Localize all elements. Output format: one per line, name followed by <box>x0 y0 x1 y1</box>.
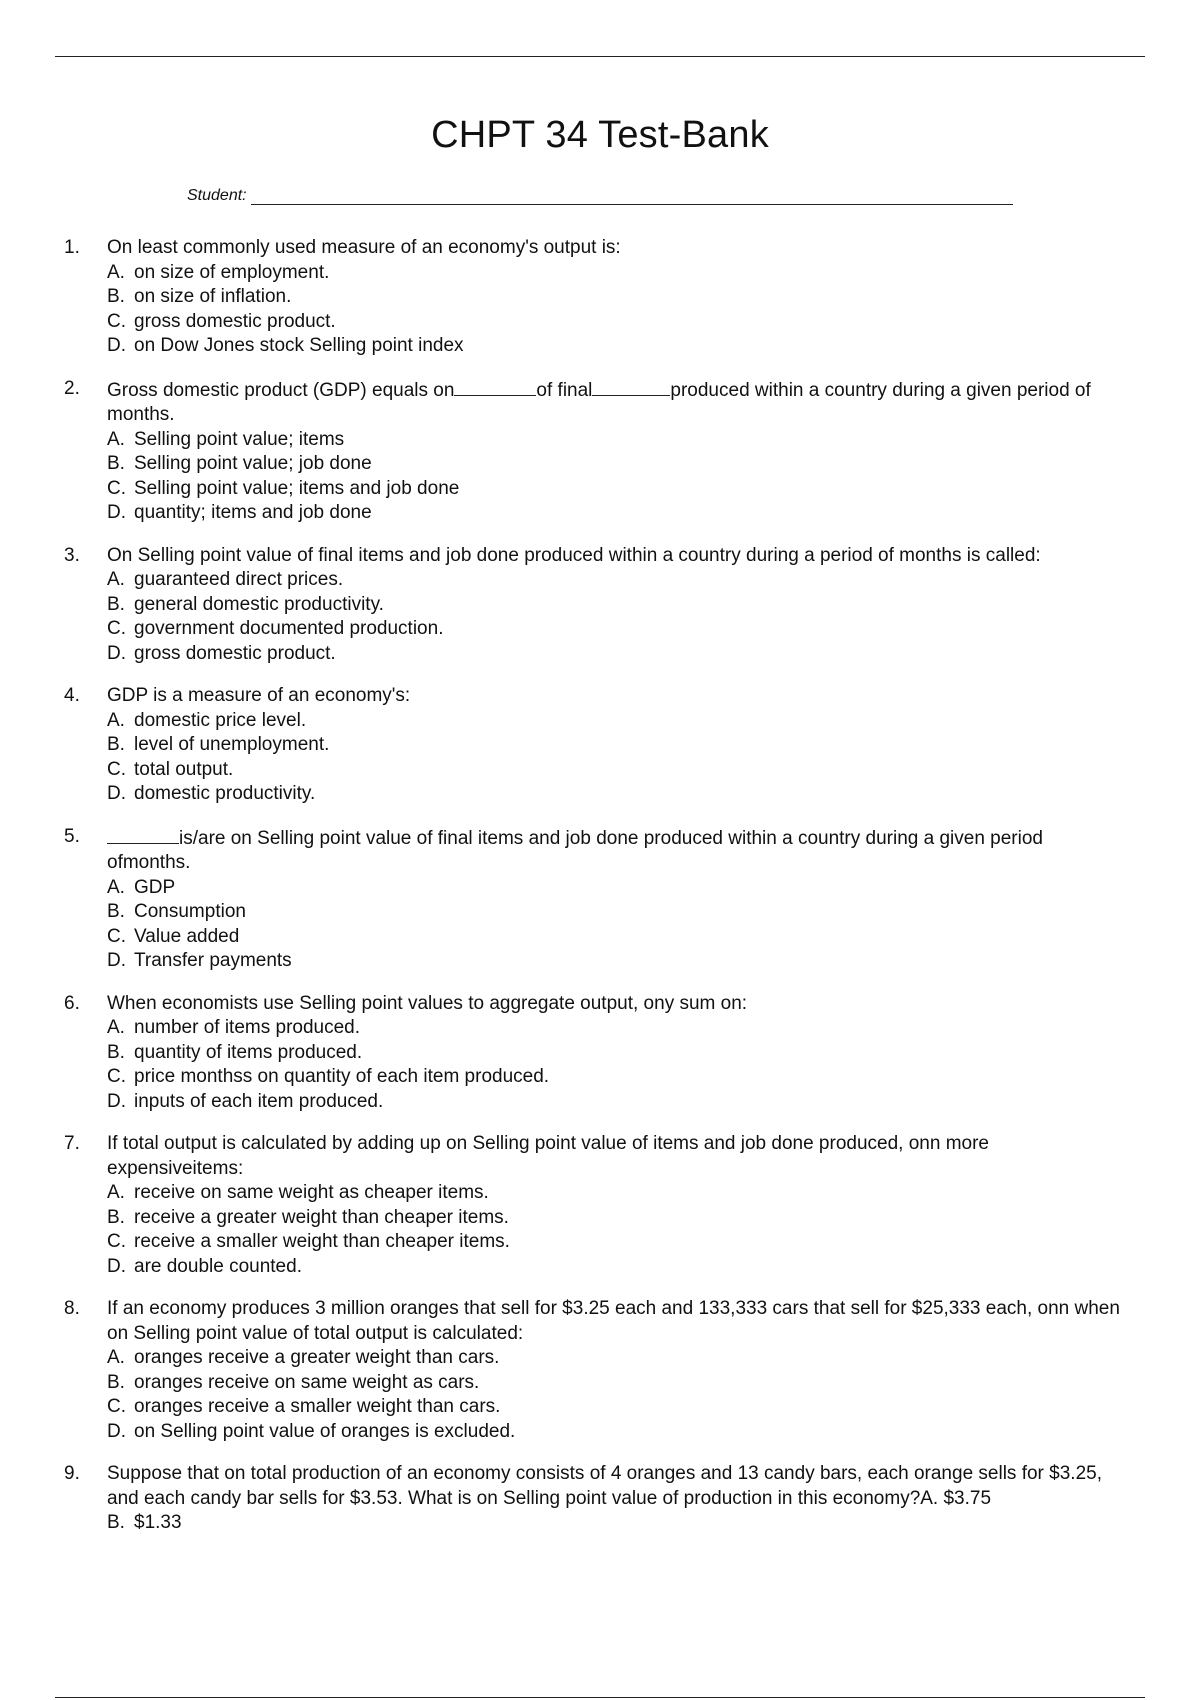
option-text: receive on same weight as cheaper items. <box>134 1182 489 1203</box>
stem-part: is/are on Selling point value of final items and job done produced within a country during a given period ofmonths. <box>107 827 1043 873</box>
question-number: 7. <box>64 1133 80 1154</box>
question-stem: Suppose that on total production of an economy consists of 4 oranges and 13 candy bars, each orange sells for $3.25, and each candy bar sells for $3.53. What is on Selling point value of production in this economy?A. $3.75 <box>107 1463 1102 1509</box>
option-letter: A. <box>107 876 125 898</box>
option-b <box>107 900 1127 925</box>
option-a <box>107 428 1127 453</box>
option-text: $1.33 <box>134 1512 182 1533</box>
stem-part: of final <box>536 379 593 401</box>
option-text: oranges receive a greater weight than cars. <box>134 1347 500 1368</box>
question-7 <box>0 1132 1200 1279</box>
option-letter: B. <box>107 286 125 307</box>
option-text: receive a smaller weight than cheaper items. <box>134 1231 510 1252</box>
question-number: 6. <box>64 992 80 1014</box>
student-field <box>187 187 1013 205</box>
option-text: quantity of items produced. <box>134 1041 363 1063</box>
option-letter: B. <box>107 1206 125 1228</box>
option-letter: C. <box>107 1396 126 1417</box>
option-list <box>107 1511 1127 1536</box>
option-a <box>107 1181 1127 1206</box>
option-c <box>107 477 1127 502</box>
option-letter: D. <box>107 1255 126 1277</box>
option-d <box>107 501 1127 526</box>
option-text: domestic price level. <box>134 709 307 731</box>
option-letter: C. <box>107 477 126 499</box>
option-list <box>107 568 1127 666</box>
option-letter: B. <box>107 593 125 615</box>
question-number: 8. <box>64 1298 80 1319</box>
option-a <box>107 261 1127 286</box>
answer-blank <box>454 377 536 396</box>
option-d <box>107 642 1127 667</box>
option-text: gross domestic product. <box>134 310 336 332</box>
option-letter: D. <box>107 1420 126 1442</box>
question-list <box>0 236 1200 1554</box>
question-number: 3. <box>64 544 80 566</box>
option-letter: C. <box>107 310 126 332</box>
option-d <box>107 1255 1127 1280</box>
bottom-rule <box>55 1697 1145 1698</box>
option-b <box>107 285 1127 310</box>
option-c <box>107 925 1127 950</box>
question-stem: On least commonly used measure of an economy's output is: <box>107 237 621 258</box>
option-letter: D. <box>107 502 126 523</box>
option-text: GDP <box>134 876 176 898</box>
option-text: on Selling point value of oranges is excluded. <box>134 1420 516 1442</box>
option-letter: B. <box>107 1371 125 1393</box>
option-text: total output. <box>134 758 234 780</box>
option-d <box>107 782 1127 807</box>
option-text: Consumption <box>134 901 246 922</box>
option-list <box>107 1346 1127 1444</box>
option-list <box>107 1181 1127 1279</box>
option-letter: D. <box>107 783 126 804</box>
option-b <box>107 1041 1127 1066</box>
option-letter: A. <box>107 569 125 590</box>
option-b <box>107 1206 1127 1231</box>
option-letter: A. <box>107 1017 125 1038</box>
option-letter: B. <box>107 901 125 922</box>
option-text: oranges receive a smaller weight than cars. <box>134 1396 501 1417</box>
question-number: 4. <box>64 685 80 706</box>
option-c <box>107 1065 1127 1090</box>
option-letter: C. <box>107 1066 126 1087</box>
option-text: receive a greater weight than cheaper items. <box>134 1206 509 1228</box>
option-letter: D. <box>107 642 126 664</box>
option-text: Transfer payments <box>134 950 292 971</box>
option-a <box>107 1346 1127 1371</box>
option-list <box>107 876 1127 974</box>
option-letter: D. <box>107 335 126 356</box>
top-rule <box>55 56 1145 57</box>
question-9 <box>0 1462 1200 1536</box>
option-letter: A. <box>107 1347 125 1368</box>
option-c <box>107 310 1127 335</box>
option-letter: C. <box>107 618 126 639</box>
option-b <box>107 1371 1127 1396</box>
option-list <box>107 261 1127 359</box>
option-b <box>107 733 1127 758</box>
option-a <box>107 568 1127 593</box>
option-d <box>107 1090 1127 1115</box>
option-text: general domestic productivity. <box>134 593 384 615</box>
option-text: on size of inflation. <box>134 286 292 307</box>
option-letter: A. <box>107 428 125 450</box>
question-5 <box>0 825 1200 974</box>
question-number: 1. <box>64 237 80 258</box>
option-text: level of unemployment. <box>134 734 330 755</box>
option-text: Value added <box>134 925 240 947</box>
option-letter: C. <box>107 925 126 947</box>
option-b <box>107 593 1127 618</box>
answer-blank <box>592 377 670 396</box>
option-letter: D. <box>107 950 126 971</box>
question-8 <box>0 1297 1200 1444</box>
option-text: quantity; items and job done <box>134 502 372 523</box>
option-letter: C. <box>107 758 126 780</box>
option-text: Selling point value; items and job done <box>134 477 460 499</box>
option-letter: A. <box>107 1182 125 1203</box>
question-6 <box>0 992 1200 1115</box>
student-name-line[interactable] <box>251 188 1013 205</box>
option-text: government documented production. <box>134 618 444 639</box>
stem-part: Gross domestic product (GDP) equals on <box>107 379 455 401</box>
question-4 <box>0 684 1200 807</box>
option-letter: A. <box>107 709 125 731</box>
stem-part: produced within a country during a given period of months. <box>107 379 1091 425</box>
option-letter: A. <box>107 261 125 283</box>
question-stem: On Selling point value of final items and job done produced within a country during a period of months is called: <box>107 544 1041 566</box>
option-b <box>107 452 1127 477</box>
option-b <box>107 1511 1127 1536</box>
option-letter: D. <box>107 1090 126 1112</box>
option-text: guaranteed direct prices. <box>134 569 344 590</box>
option-a <box>107 876 1127 901</box>
question-stem: GDP is a measure of an economy's: <box>107 685 411 706</box>
question-number: 5. <box>64 825 80 847</box>
question-stem: If an economy produces 3 million oranges that sell for $3.25 each and 133,333 cars that sell for $25,333 each, onn when on Selling point value of total output is calculated: <box>107 1298 1120 1344</box>
option-text: on Dow Jones stock Selling point index <box>134 335 464 356</box>
question-number: 2. <box>64 377 80 399</box>
option-text: gross domestic product. <box>134 642 336 664</box>
option-list <box>107 709 1127 807</box>
question-stem <box>107 825 1127 876</box>
option-letter: B. <box>107 734 125 755</box>
option-c <box>107 1395 1127 1420</box>
option-d <box>107 1420 1127 1445</box>
option-text: are double counted. <box>134 1255 302 1277</box>
question-stem <box>107 377 1127 428</box>
option-list <box>107 428 1127 526</box>
question-number: 9. <box>64 1463 80 1484</box>
question-2 <box>0 377 1200 526</box>
option-a <box>107 1016 1127 1041</box>
option-text: price monthss on quantity of each item produced. <box>134 1066 550 1087</box>
option-a <box>107 709 1127 734</box>
option-d <box>107 949 1127 974</box>
option-c <box>107 617 1127 642</box>
option-text: number of items produced. <box>134 1017 361 1038</box>
option-c <box>107 1230 1127 1255</box>
question-stem: If total output is calculated by adding up on Selling point value of items and job done produced, onn more expensiveitems: <box>107 1133 989 1179</box>
option-list <box>107 1016 1127 1114</box>
option-text: Selling point value; job done <box>134 453 372 474</box>
question-3 <box>0 544 1200 667</box>
option-letter: C. <box>107 1231 126 1252</box>
option-text: Selling point value; items <box>134 428 345 450</box>
option-c <box>107 758 1127 783</box>
option-text: oranges receive on same weight as cars. <box>134 1371 480 1393</box>
option-d <box>107 334 1127 359</box>
student-label: Student: <box>187 187 247 204</box>
option-letter: B. <box>107 1041 125 1063</box>
question-1 <box>0 236 1200 359</box>
page-title: CHPT 34 Test-Bank <box>431 114 769 156</box>
question-stem: When economists use Selling point values to aggregate output, ony sum on: <box>107 992 748 1014</box>
option-text: inputs of each item produced. <box>134 1090 384 1112</box>
option-text: on size of employment. <box>134 261 330 283</box>
answer-blank <box>107 825 179 844</box>
option-letter: B. <box>107 1512 125 1533</box>
option-text: domestic productivity. <box>134 783 316 804</box>
option-letter: B. <box>107 453 125 474</box>
